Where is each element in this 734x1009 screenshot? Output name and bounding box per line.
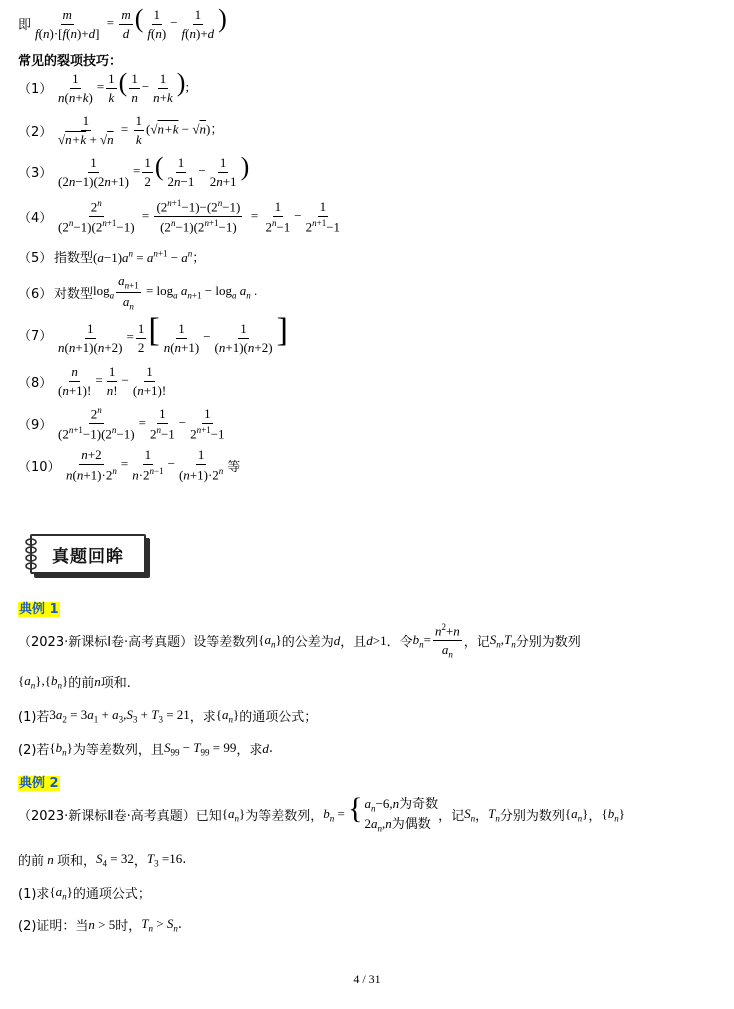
text: ．令: [386, 635, 413, 651]
example-1-q1: (1)若 $3a_2 = 3a_1 + a_3,S_3 + T_3 = 21$ ，求 $\{a_n\}$ 的通项公式；: [18, 706, 318, 725]
text: .: [182, 852, 187, 867]
case-even: 为偶数: [391, 817, 431, 833]
item-label: 对数型: [54, 286, 94, 302]
text: 的前: [68, 676, 95, 691]
text: ，求: [189, 710, 216, 725]
example-1-stem-cont: $\{a_n\},\{b_n\}$ 的前 n 项和.: [18, 672, 131, 691]
text: 分别为数列: [515, 635, 581, 651]
text: ，: [588, 808, 602, 824]
text: ，: [475, 808, 489, 824]
case-odd: 为奇数: [399, 797, 439, 813]
example-1-stem: （2023·新课标Ⅰ卷·高考真题） 设等差数列 $\{a_n\}$ 的公差为 d ，且 d>1 ．令 $b_n=$ $\frac{n^2+n}{a_n}$ ，记 $S_n,T_n$ 分别为数列: [18, 622, 581, 660]
text: .: [177, 917, 182, 932]
spiral-binding-icon: [24, 536, 38, 570]
text: 的前: [18, 854, 45, 869]
item-number: （8）: [18, 376, 53, 391]
trick-4: （4） $\frac{2^n}{(2^n-1)(2^{n+1}-1)}$ = $\frac{(2^{n+1}-1)-(2^n-1)}{(2^n-1)(2^{n+1}-1)}$ = $\frac{1}{2^n-1}$ − $\frac{1}{2^{n+1}-1}$: [18, 198, 341, 235]
text: ，记: [463, 635, 490, 651]
text: (1)求: [18, 887, 50, 902]
text: ，且: [340, 635, 367, 651]
item-number: （7）: [18, 329, 53, 345]
example-2-q1: (1)求 $\{a_n\}$ 的通项公式；: [18, 883, 151, 902]
text: .: [268, 741, 274, 756]
text: 为等差数列，: [245, 808, 324, 824]
section-banner: [22, 528, 150, 574]
example-2-stem-cont: 的前 n 项和， $S_4 = 32$ ， $T_3 =16$ .: [18, 850, 187, 869]
trick-6: （6） 对数型 $\log_a$ $\frac{a_{n+1}}{a_n}$ = $\log_a a_{n+1} - \log_a a_n$ .: [18, 273, 258, 312]
example-1-q2: (2)若 $\{b_n\}$ 为等差数列，且 $S_{99} - T_{99} = 99$ ，求 d .: [18, 739, 274, 758]
text: (1)若: [18, 710, 50, 725]
intro-formula: 即 $\frac{m}{f(n)\cdot[f(n)+d]}$ = $\frac{m}{d}$ ( $\frac{1}{f(n)}$ − $\frac{1}{f(n)+d}$ ): [18, 4, 227, 41]
trick-8: （8） $\frac{n}{(n+1)!}$ = $\frac{1}{n!}$ − $\frac{1}{(n+1)!}$: [18, 364, 167, 398]
trick-9: （9） $\frac{2^n}{(2^{n+1}-1)(2^n-1)}$ = $\frac{1}{2^n-1}$ − $\frac{1}{2^{n+1}-1}$: [18, 405, 225, 442]
item-number: （9）: [18, 418, 53, 434]
item-number: （2）: [18, 125, 53, 140]
section-banner-title: 真题回眸: [52, 547, 124, 567]
text: 的通项公式；: [239, 710, 318, 725]
item-number: （4）: [18, 211, 53, 227]
tricks-heading: 常见的裂项技巧：: [18, 54, 123, 69]
text: 项和.: [100, 676, 131, 691]
trick-7: （7） $\frac{1}{n(n+1)(n+2)}$ = $\frac{1}{2}$ [ $\frac{1}{n(n+1)}$ − $\frac{1}{(n+1)(n+2)}$ ]: [18, 312, 288, 355]
text: 时，: [115, 919, 142, 934]
text: (2)若: [18, 743, 50, 758]
trick-2: （2） $\frac{1}{√n+k + √n}$ = $\frac{1}{k}$ (√n+k − √n)；: [18, 113, 224, 147]
example-2-stem: （2023·新课标Ⅱ卷·高考真题） 已知 $\{a_n\}$ 为等差数列， $b_n$ = { $a_n-6,n$为奇数 $2a_n,n$为偶数 ，记 $S_n$ ， $T_n$ 分别为数列 $\{a_n\}$ ， $\{b_n\}$: [18, 792, 625, 834]
text: ，记: [438, 808, 465, 824]
example-source: （2023·新课标Ⅱ卷·高考真题）: [18, 808, 196, 824]
text: 的通项公式；: [72, 887, 151, 902]
text: (2)证明：当: [18, 919, 89, 934]
text: ，: [133, 854, 147, 869]
example-source: （2023·新课标Ⅰ卷·高考真题）: [18, 635, 194, 651]
text: 项和，: [57, 854, 97, 869]
text: 已知: [195, 808, 222, 824]
trick-1: （1） $\frac{1}{n(n+k)}$ = $\frac{1}{k}$ ( $\frac{1}{n}$ − $\frac{1}{n+k}$ );: [18, 68, 190, 105]
example-2-q2: (2)证明：当 n > 5 时， $T_n > S_n$ .: [18, 915, 182, 934]
item-number: （6）: [18, 286, 53, 302]
text: 分别为数列: [499, 808, 565, 824]
text: 的公差为: [281, 635, 334, 651]
example-1-tag: 典例 1: [19, 602, 59, 617]
item-number: （1）: [18, 82, 53, 98]
intro-prefix: 即: [18, 18, 32, 34]
page-number: 4 / 31: [353, 972, 381, 986]
example-2-tag: 典例 2: [19, 776, 59, 791]
item-number: （3）: [18, 166, 53, 182]
item-number: （10）: [18, 459, 61, 475]
trick-5: （5） 指数型 $(a-1)a^n = a^{n+1} - a^n$；: [18, 248, 206, 266]
trick-10: （10） $\frac{n+2}{n(n+1)\cdot 2^n}$ = $\frac{1}{n\cdot 2^{n-1}}$ − $\frac{1}{(n+1)\cdot 2^n}$ 等: [18, 447, 241, 483]
text: 设等差数列: [193, 635, 259, 651]
text: ，求: [236, 743, 263, 758]
trick-3: （3） $\frac{1}{(2n-1)(2n+1)}$ = $\frac{1}{2}$ ( $\frac{1}{2n-1}$ − $\frac{1}{2n+1}$ ): [18, 152, 250, 189]
item-suffix: 等: [227, 459, 241, 475]
item-label: 指数型: [54, 251, 94, 266]
item-number: （5）: [18, 251, 53, 266]
text: 为等差数列，且: [72, 743, 164, 758]
